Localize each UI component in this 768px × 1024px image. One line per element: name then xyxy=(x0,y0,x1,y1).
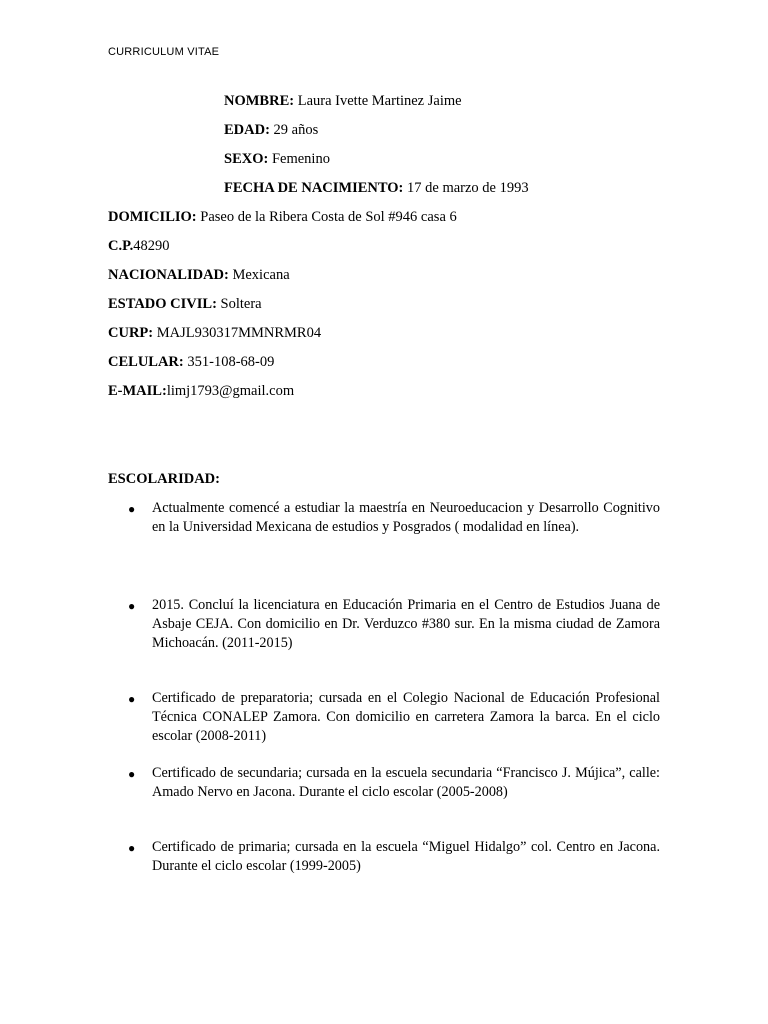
escolaridad-heading: ESCOLARIDAD: xyxy=(108,471,220,487)
document-title: CURRICULUM VITAE xyxy=(108,46,220,58)
fecha-nacimiento-label: FECHA DE NACIMIENTO: xyxy=(224,180,404,196)
celular-value: 351-108-68-09 xyxy=(183,354,275,370)
bullet-icon: ● xyxy=(128,841,136,855)
edad-line xyxy=(224,121,318,139)
sexo-value: Femenino xyxy=(268,151,330,167)
escolaridad-item-maestria: Actualmente comencé a estudiar la maestría en Neuroeducacion y Desarrollo Cognitivo en la Universidad Mexicana de estudios y Posgrados ( modalidad en línea). xyxy=(152,500,660,535)
bullet-icon: ● xyxy=(128,502,136,516)
bullet-icon: ● xyxy=(128,767,136,781)
curp-label: CURP: xyxy=(108,325,154,341)
cp-label: C.P. xyxy=(108,238,134,254)
email-label: E-MAIL: xyxy=(108,383,167,399)
estado-civil-label: ESTADO CIVIL: xyxy=(108,296,217,312)
estado-civil-line xyxy=(108,295,262,313)
nacionalidad-line xyxy=(108,266,290,284)
domicilio-line xyxy=(108,208,457,226)
escolaridad-item-preparatoria: Certificado de preparatoria; cursada en el Colegio Nacional de Educación Profesional Técnica CONALEP Zamora. Con domicilio en carretera Zamora la barca. En el ciclo escolar (2008-2011) xyxy=(152,690,660,744)
escolaridad-item-secundaria: Certificado de secundaria; cursada en la escuela secundaria “Francisco J. Mújica”, calle: Amado Nervo en Jacona. Durante el ciclo escolar (2005-2008) xyxy=(152,765,660,800)
nombre-line xyxy=(224,92,462,110)
cp-line xyxy=(108,237,170,255)
celular-label: CELULAR: xyxy=(108,354,184,370)
sexo-line xyxy=(224,150,330,168)
edad-value: 29 años xyxy=(269,122,319,138)
nacionalidad-value: Mexicana xyxy=(228,267,290,283)
fecha-nacimiento-line xyxy=(224,179,529,197)
nombre-label: NOMBRE: xyxy=(224,93,295,109)
sexo-label: SEXO: xyxy=(224,151,269,167)
domicilio-label: DOMICILIO: xyxy=(108,209,197,225)
bullet-icon: ● xyxy=(128,692,136,706)
curp-value: MAJL930317MMNRMR04 xyxy=(153,325,322,341)
email-line xyxy=(108,382,294,400)
bullet-icon: ● xyxy=(128,599,136,613)
estado-civil-value: Soltera xyxy=(216,296,262,312)
domicilio-value: Paseo de la Ribera Costa de Sol #946 casa 6 xyxy=(196,209,457,225)
curp-line xyxy=(108,324,321,342)
email-value: limj1793@gmail.com xyxy=(166,383,295,399)
escolaridad-item-licenciatura: 2015. Concluí la licenciatura en Educación Primaria en el Centro de Estudios Juana de Asbaje CEJA. Con domicilio en Dr. Verduzco #380 sur. En la misma ciudad de Zamora Michoacán. (2011-2015) xyxy=(152,597,660,651)
fecha-nacimiento-value: 17 de marzo de 1993 xyxy=(403,180,529,196)
edad-label: EDAD: xyxy=(224,122,270,138)
nacionalidad-label: NACIONALIDAD: xyxy=(108,267,229,283)
celular-line xyxy=(108,353,274,371)
escolaridad-item-primaria: Certificado de primaria; cursada en la escuela “Miguel Hidalgo” col. Centro en Jacona. Durante el ciclo escolar (1999-2005) xyxy=(152,839,660,874)
nombre-value: Laura Ivette Martinez Jaime xyxy=(294,93,462,109)
cp-value: 48290 xyxy=(133,238,170,254)
